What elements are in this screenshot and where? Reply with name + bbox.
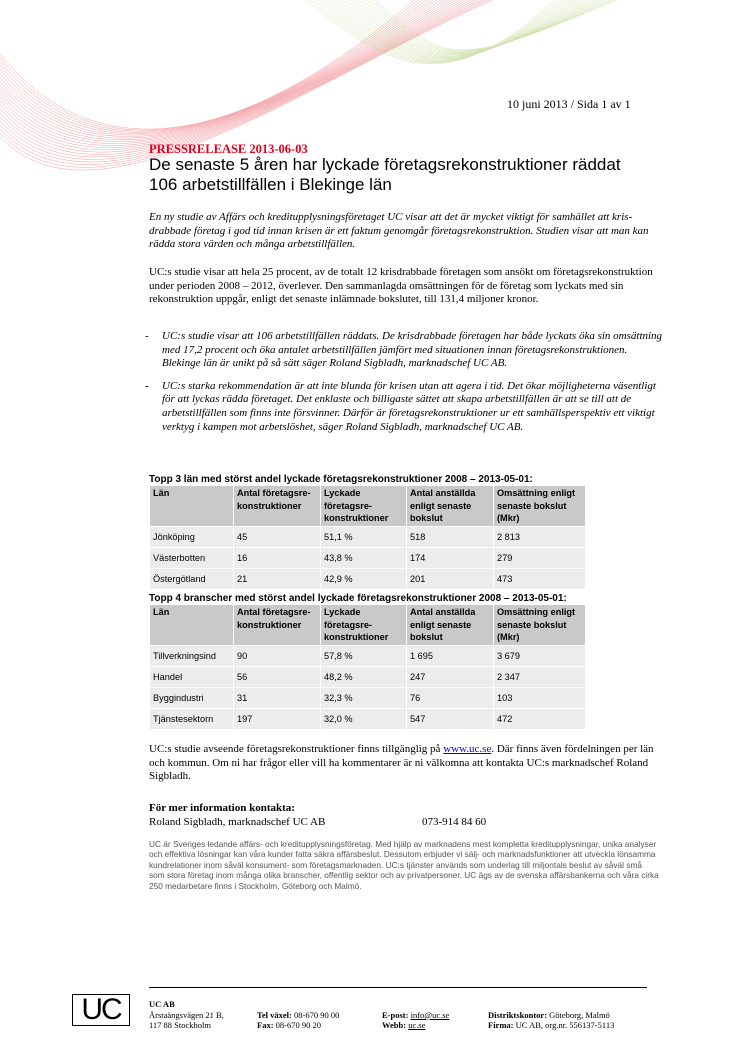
table-cell: 247 xyxy=(407,666,493,687)
footer-email-link[interactable]: info@uc.se xyxy=(410,1010,450,1020)
website-link[interactable]: www.uc.se xyxy=(443,743,492,755)
table-cell: Byggindustri xyxy=(150,687,233,708)
column-header: Län xyxy=(150,486,233,526)
table-cell: 21 xyxy=(234,568,320,589)
date-page-line: 10 juni 2013 / Sida 1 av 1 xyxy=(507,97,631,111)
table-header-row xyxy=(150,486,585,526)
pressrelease-label: PRESSRELEASE 2013-06-03 xyxy=(149,142,308,156)
list-item-text: UC:s studie visar att 106 arbetstillfällen räddats. De krisdrabbade företagen har både lyckats öka sin omsättning med 17,2 procent och öka antalet arbetstillfällen jämfört med situationen innan företagsrekonstruktionen. Blekinge län är unikt på så sätt säger Roland Sigbladh, marknadschef UC AB. xyxy=(162,330,663,370)
table-cell: 174 xyxy=(407,547,493,568)
contact-row xyxy=(149,816,549,828)
table-row xyxy=(150,547,585,568)
column-header: Antal företagsre-konstruktioner xyxy=(234,605,320,645)
list-item-text: UC:s starka rekommendation är att inte blunda för krisen utan att agera i tid. Det ökar möjligheterna väsentligt för att lyckas rädda företaget. Det enklaste och billigaste sättet att skapa arbetstillfällen är att se till att de arbetstillfällen som finns inte försvinner. Därför är företagsrekonstruktioner ur ett samhällsperspektiv ett viktigt verktyg i kampen mot arbetslöshet, säger Roland Sigbladh, marknadschef UC AB. xyxy=(162,379,656,433)
contact-heading: För mer information kontakta: xyxy=(149,802,295,814)
footer-web-block xyxy=(382,1010,449,1031)
footer-fax: 08-670 90 20 xyxy=(275,1020,321,1031)
column-header: Län xyxy=(150,605,233,645)
table-cell: 76 xyxy=(407,687,493,708)
table-cell: Västerbotten xyxy=(150,547,233,568)
paragraph-text: UC:s studie avseende företagsrekonstruktioner finns tillgänglig på xyxy=(149,743,444,755)
table-cell: 45 xyxy=(234,526,320,547)
column-header: Antal anställda enligt senaste bokslut xyxy=(407,605,493,645)
table-row xyxy=(150,708,585,729)
body-paragraph-1: UC:s studie visar att hela 25 procent, av de totalt 12 krisdrabbade företagen som ansökt om företagsrekonstruktion under perioden 2008 – 2012, överlever. Den sammanlagda omsättningen för de företag som lyckats med sin rekonstruktion uppgår, enligt det senaste inlämnade bokslutet, till 131,4 miljoner kronor. xyxy=(149,266,653,306)
table-cell: 197 xyxy=(234,708,320,729)
table-cell: 31 xyxy=(234,687,320,708)
footer-label: Webb: xyxy=(382,1020,407,1031)
column-header: Omsättning enligt senaste bokslut (Mkr) xyxy=(494,486,585,526)
headline xyxy=(149,155,669,195)
column-header: Lyckade företagsre-konstruktioner xyxy=(321,486,406,526)
footer-label: Tel växel: xyxy=(257,1010,292,1020)
table-row xyxy=(150,526,585,547)
table-cell: 1 695 xyxy=(407,645,493,666)
table-cell: 16 xyxy=(234,547,320,568)
table-cell: 48,2 % xyxy=(321,666,406,687)
headline-line-1: De senaste 5 åren har lyckade företagsrekonstruktioner räddat xyxy=(149,155,621,174)
list-item: - UC:s studie visar att 106 arbetstillfällen räddats. De krisdrabbade företagen har både lyckats öka sin omsättning med 17,2 procent och öka antalet arbetstillfällen jämfört med situationen innan företagsrekonstruktionen. Blekinge län är unikt på så sätt säger Roland Sigbladh, marknadschef UC AB. xyxy=(145,330,663,370)
footer-web-link[interactable]: uc.se xyxy=(408,1020,426,1031)
intro-paragraph: En ny studie av Affärs och kreditupplysningsföretaget UC visar att det är mycket viktigt för samhället att krisdrabbade företag i god tid innan krisen är ett faktum genomgår företagsrekonstruktion. Studien visar att man kan rädda stora värden och många arbetstillfällen. xyxy=(149,211,649,251)
table-cell: 51,1 % xyxy=(321,526,406,547)
column-header: Lyckade företagsre-konstruktioner xyxy=(321,605,406,645)
table-cell: 103 xyxy=(494,687,585,708)
table-cell: 518 xyxy=(407,526,493,547)
footer-address-line: Årstaängsvägen 21 B, xyxy=(149,1010,224,1020)
table-cell: 473 xyxy=(494,568,585,589)
table-cell: 32,3 % xyxy=(321,687,406,708)
quote-list xyxy=(145,330,664,443)
footer-tel: 08-670 90 00 xyxy=(294,1010,340,1020)
table-cell: Jönköping xyxy=(150,526,233,547)
table-cell: Tillverkningsind xyxy=(150,645,233,666)
table-top-industries xyxy=(149,605,586,729)
table-2-title: Topp 4 branscher med störst andel lyckade företagsrekonstruktioner 2008 – 2013-05-01: xyxy=(149,593,567,604)
table-header-row xyxy=(150,605,585,645)
table-row xyxy=(150,645,585,666)
uc-logo: UC xyxy=(72,994,130,1026)
table-row xyxy=(150,666,585,687)
footer-address-line: 117 88 Stockholm xyxy=(149,1020,212,1031)
headline-line-2: 106 arbetstillfällen i Blekinge län xyxy=(149,175,392,194)
table-cell: 32,0 % xyxy=(321,708,406,729)
footer-phone-block xyxy=(257,1010,339,1031)
footer-office-block xyxy=(488,1010,614,1031)
table-1-title: Topp 3 län med störst andel lyckade företagsrekonstruktioner 2008 – 2013-05-01: xyxy=(149,474,533,485)
list-item: - UC:s starka rekommendation är att inte blunda för krisen utan att agera i tid. Det ökar möjligheterna väsentligt för att lyckas rädda företaget. Det enklaste och billigaste sättet att skapa arbetstillfällen är att se till att de arbetstillfällen som finns inte försvinner. Därför är företagsrekonstruktioner ur ett samhällsperspektiv ett viktigt verktyg i kampen mot arbetslöshet, säger Roland Sigbladh, marknadschef UC AB. xyxy=(145,379,656,433)
footer-divider xyxy=(149,987,647,988)
table-cell: 90 xyxy=(234,645,320,666)
footer-district: Göteborg, Malmö xyxy=(549,1010,610,1020)
table-cell: 57,8 % xyxy=(321,645,406,666)
footer-address xyxy=(149,1010,224,1031)
table-row xyxy=(150,568,585,589)
table-cell: Tjänstesektorn xyxy=(150,708,233,729)
column-header: Antal företagsre-konstruktioner xyxy=(234,486,320,526)
paragraph-text: . Där finns även fördelningen per län och kommun. Om ni har frågor eller vill ha kommentarer är ni välkomna att kontakta UC:s marknadschef Roland Sigbladh. xyxy=(149,743,654,783)
footer xyxy=(149,999,615,1031)
table-cell: Handel xyxy=(150,666,233,687)
footer-label: Distriktskontor: xyxy=(488,1010,548,1020)
column-header: Antal anställda enligt senaste bokslut xyxy=(407,486,493,526)
table-cell: 279 xyxy=(494,547,585,568)
table-cell: 472 xyxy=(494,708,585,729)
table-cell: 201 xyxy=(407,568,493,589)
table-cell: 2 813 xyxy=(494,526,585,547)
table-cell: 3 679 xyxy=(494,645,585,666)
table-cell: 43,8 % xyxy=(321,547,406,568)
footer-label: Fax: xyxy=(257,1020,274,1031)
footer-label: E-post: xyxy=(382,1010,409,1020)
table-cell: 42,9 % xyxy=(321,568,406,589)
footer-company: UC AB xyxy=(149,999,175,1009)
body-paragraph-2 xyxy=(149,743,659,784)
table-cell: 56 xyxy=(234,666,320,687)
table-cell: Östergötland xyxy=(150,568,233,589)
table-top-counties xyxy=(149,486,586,589)
about-company-text: UC är Sveriges ledande affärs- och kreditupplysningsföretag. Med hjälp av marknadens mest kompletta kreditupplysningar, unika analyser och effektiva lösningar kan våra kunder fatta säkra affärsbeslut. Dessutom erbjuder vi sälj- och marknadsfunktioner att utveckla lönsamma kundrelationer inom såväl konsument- som företagsmarknaden. UC:s tjänster används som underlag till miljontals beslut av såväl små som stora företag inom många olika branscher, offentlig sektor och av privatpersoner. UC ägs av de svenska affärsbankerna och våra cirka 250 medarbetare finns i Stockholm, Göteborg och Malmö. xyxy=(149,839,659,891)
table-row xyxy=(150,687,585,708)
column-header: Omsättning enligt senaste bokslut (Mkr) xyxy=(494,605,585,645)
table-cell: 2 347 xyxy=(494,666,585,687)
table-cell: 547 xyxy=(407,708,493,729)
footer-firm: UC AB, org.nr. 556137-5113 xyxy=(515,1020,615,1031)
footer-label: Firma: xyxy=(488,1020,514,1031)
contact-phone: 073-914 84 60 xyxy=(422,816,487,828)
contact-name: Roland Sigbladh, marknadschef UC AB xyxy=(149,816,326,828)
